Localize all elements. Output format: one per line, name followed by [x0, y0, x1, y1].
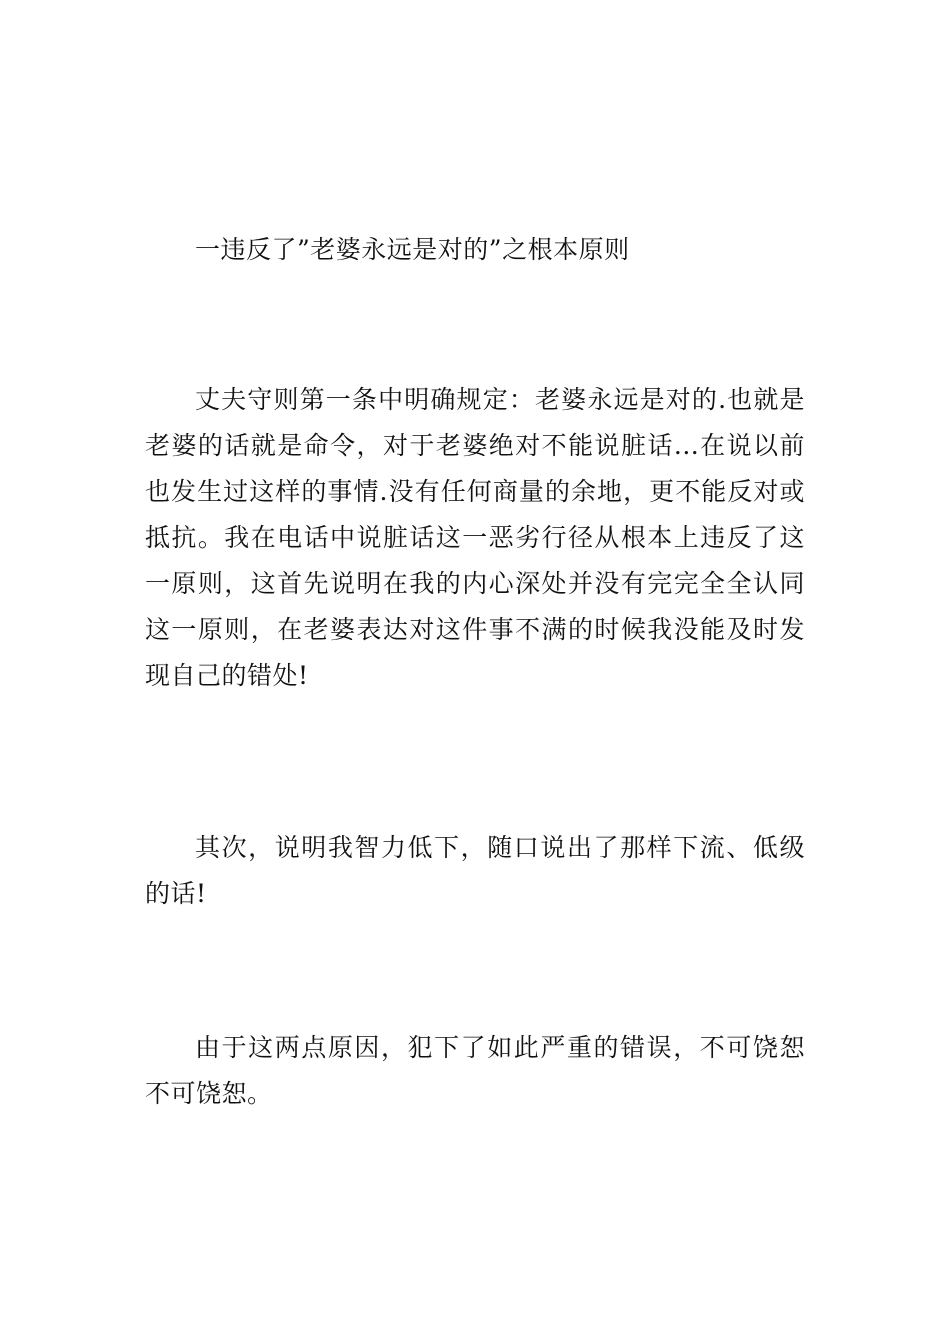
paragraph-second-reason: 其次，说明我智力低下，随口说出了那样下流、低级的话! [145, 833, 805, 908]
paragraph-first-rule: 丈夫守则第一条中明确规定：老婆永远是对的.也就是老婆的话就是命令，对于老婆绝对不能说脏话...在说以前也发生过这样的事情.没有任何商量的余地，更不能反对或抵抗。我在电话中说脏话这一恶劣行径从根本上违反了这一原则，这首先说明在我的内心深处并没有完完全全认同这一原则，在老婆表达对这件事不满的时候我没能及时发现自己的错处! [145, 385, 805, 690]
paragraph-conclusion: 由于这两点原因，犯下了如此严重的错误，不可饶恕不可饶恕。 [145, 1033, 805, 1108]
section-heading: 一违反了”老婆永远是对的”之根本原则 [195, 235, 630, 264]
